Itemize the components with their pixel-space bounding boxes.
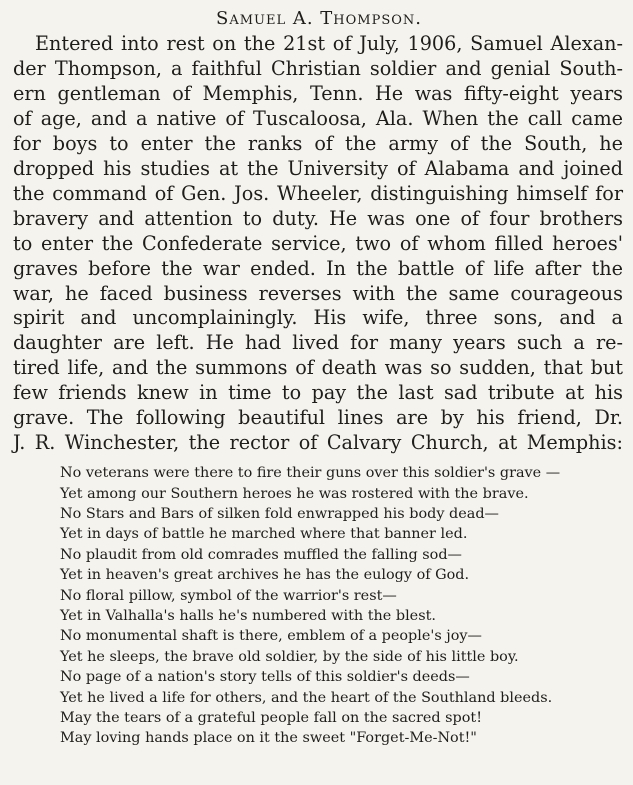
body-line: der Thompson, a faithful Christian soldier and genial South-: [13, 56, 623, 80]
body-line: ern gentleman of Memphis, Tenn. He was fifty-eight years: [13, 81, 623, 105]
poem-line: No veterans were there to fire their guns over this soldier's grave —: [60, 465, 561, 482]
poem-line: No plaudit from old comrades muffled the falling sod—: [60, 546, 462, 563]
poem-line: Yet in days of battle he marched where that banner led.: [60, 526, 468, 543]
poem-line: Yet among our Southern heroes he was rostered with the brave.: [60, 485, 529, 502]
body-line: tired life, and the summons of death was so sudden, that but: [13, 356, 623, 380]
poem-line: No Stars and Bars of silken fold enwrapped his body dead—: [60, 506, 499, 523]
body-line: J. R. Winchester, the rector of Calvary Church, at Memphis:: [13, 431, 623, 455]
poem-line: Yet he lived a life for others, and the heart of the Southland bleeds.: [60, 689, 553, 706]
body-line: few friends knew in time to pay the last sad tribute at his: [13, 381, 623, 405]
poem-line: No monumental shaft is there, emblem of a people's joy—: [60, 628, 482, 645]
body-line: the command of Gen. Jos. Wheeler, distinguishing himself for: [13, 181, 623, 205]
obituary-body: [13, 32, 623, 456]
body-line: dropped his studies at the University of Alabama and joined: [13, 156, 623, 180]
poem-line: Yet in Valhalla's halls he's numbered with the blest.: [60, 608, 436, 625]
poem-line: May loving hands place on it the sweet "Forget-Me-Not!": [60, 730, 477, 747]
body-line: bravery and attention to duty. He was one of four brothers: [13, 206, 623, 230]
body-line: for boys to enter the ranks of the army of the South, he: [13, 131, 623, 155]
poem-line: No floral pillow, symbol of the warrior's rest—: [60, 587, 397, 604]
body-line: grave. The following beautiful lines are by his friend, Dr.: [13, 406, 623, 430]
body-line: of age, and a native of Tuscaloosa, Ala. When the call came: [13, 106, 623, 130]
poem-line: Yet in heaven's great archives he has the eulogy of God.: [60, 567, 470, 584]
body-line: Entered into rest on the 21st of July, 1906, Samuel Alexan-: [35, 32, 623, 55]
body-line: spirit and uncomplainingly. His wife, three sons, and a: [13, 306, 623, 330]
body-line: to enter the Confederate service, two of whom filled heroes': [13, 231, 623, 255]
poem-line: May the tears of a grateful people fall on the sacred spot!: [60, 710, 483, 727]
body-line: graves before the war ended. In the battle of life after the: [13, 256, 623, 280]
body-line: daughter are left. He had lived for many years such a re-: [13, 331, 623, 355]
poem-line: Yet he sleeps, the brave old soldier, by the side of his little boy.: [60, 648, 519, 665]
page-title: Samuel A. Thompson.: [216, 8, 422, 29]
body-line: war, he faced business reverses with the same courageous: [13, 281, 623, 305]
memorial-poem: [13, 463, 623, 749]
poem-line: No page of a nation's story tells of this soldier's deeds—: [60, 669, 470, 686]
